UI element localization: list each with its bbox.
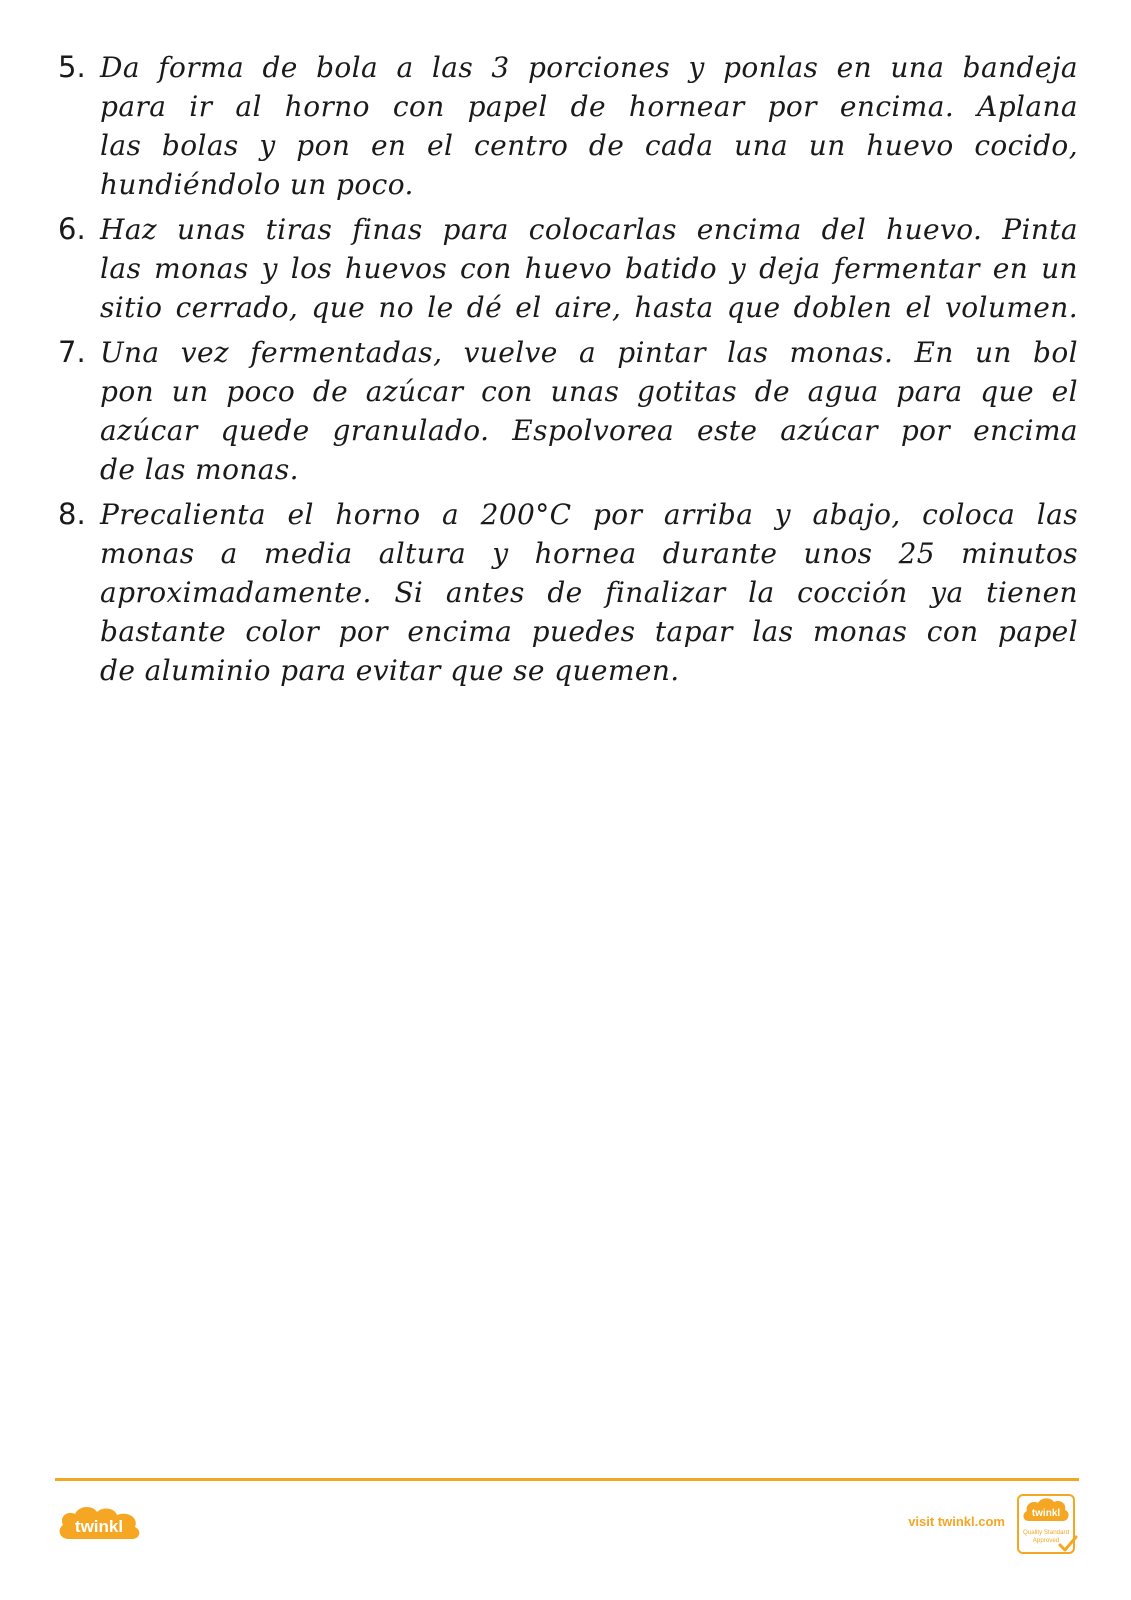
step-line: las monas y los huevos con huevo batido y deja fermentar en un [100,252,1078,285]
footer-divider [55,1478,1079,1481]
step-line: de aluminio para evitar que se quemen. [100,654,680,687]
step-line: monas a media altura y hornea durante unos 25 minutos [100,537,1078,570]
step-6 [58,210,1078,327]
step-8 [58,495,1078,690]
logo-text: twinkl [74,1517,124,1536]
step-line: Precalienta el horno a 200°C por arriba y abajo, coloca las [100,498,1078,531]
step-number: 8. [58,497,86,531]
step-line: hundiéndolo un poco. [100,168,414,201]
step-number: 7. [58,335,86,369]
step-line: Haz unas tiras finas para colocarlas encima del huevo. Pinta [100,213,1078,246]
step-number: 5. [58,50,86,84]
step-number: 6. [58,212,86,246]
badge-line2: Approved [1032,1537,1060,1544]
step-line: Da forma de bola a las 3 porciones y ponlas en una bandeja [100,51,1078,84]
step-line: aproximadamente. Si antes de finalizar la cocción ya tienen [100,576,1078,609]
quality-badge [1016,1493,1078,1557]
step-line: las bolas y pon en el centro de cada una un huevo cocido, [100,129,1078,162]
step-line: Una vez fermentadas, vuelve a pintar las monas. En un bol [100,336,1078,369]
step-5 [58,48,1078,204]
visit-link[interactable]: visit twinkl.com [908,1514,1005,1529]
recipe-steps [58,48,1078,696]
step-line: de las monas. [100,453,299,486]
step-line: bastante color por encima puedes tapar las monas con papel [100,615,1078,648]
step-line: para ir al horno con papel de hornear por encima. Aplana [100,90,1078,123]
badge-brand: twinkl [1031,1508,1061,1519]
badge-line1: Quality Standard [1022,1529,1070,1536]
step-line: azúcar quede granulado. Espolvorea este azúcar por encima [100,414,1078,447]
step-line: sitio cerrado, que no le dé el aire, hasta que doblen el volumen. [100,291,1078,324]
twinkl-logo[interactable] [55,1503,145,1543]
step-line: pon un poco de azúcar con unas gotitas de agua para que el [100,375,1078,408]
step-7 [58,333,1078,489]
